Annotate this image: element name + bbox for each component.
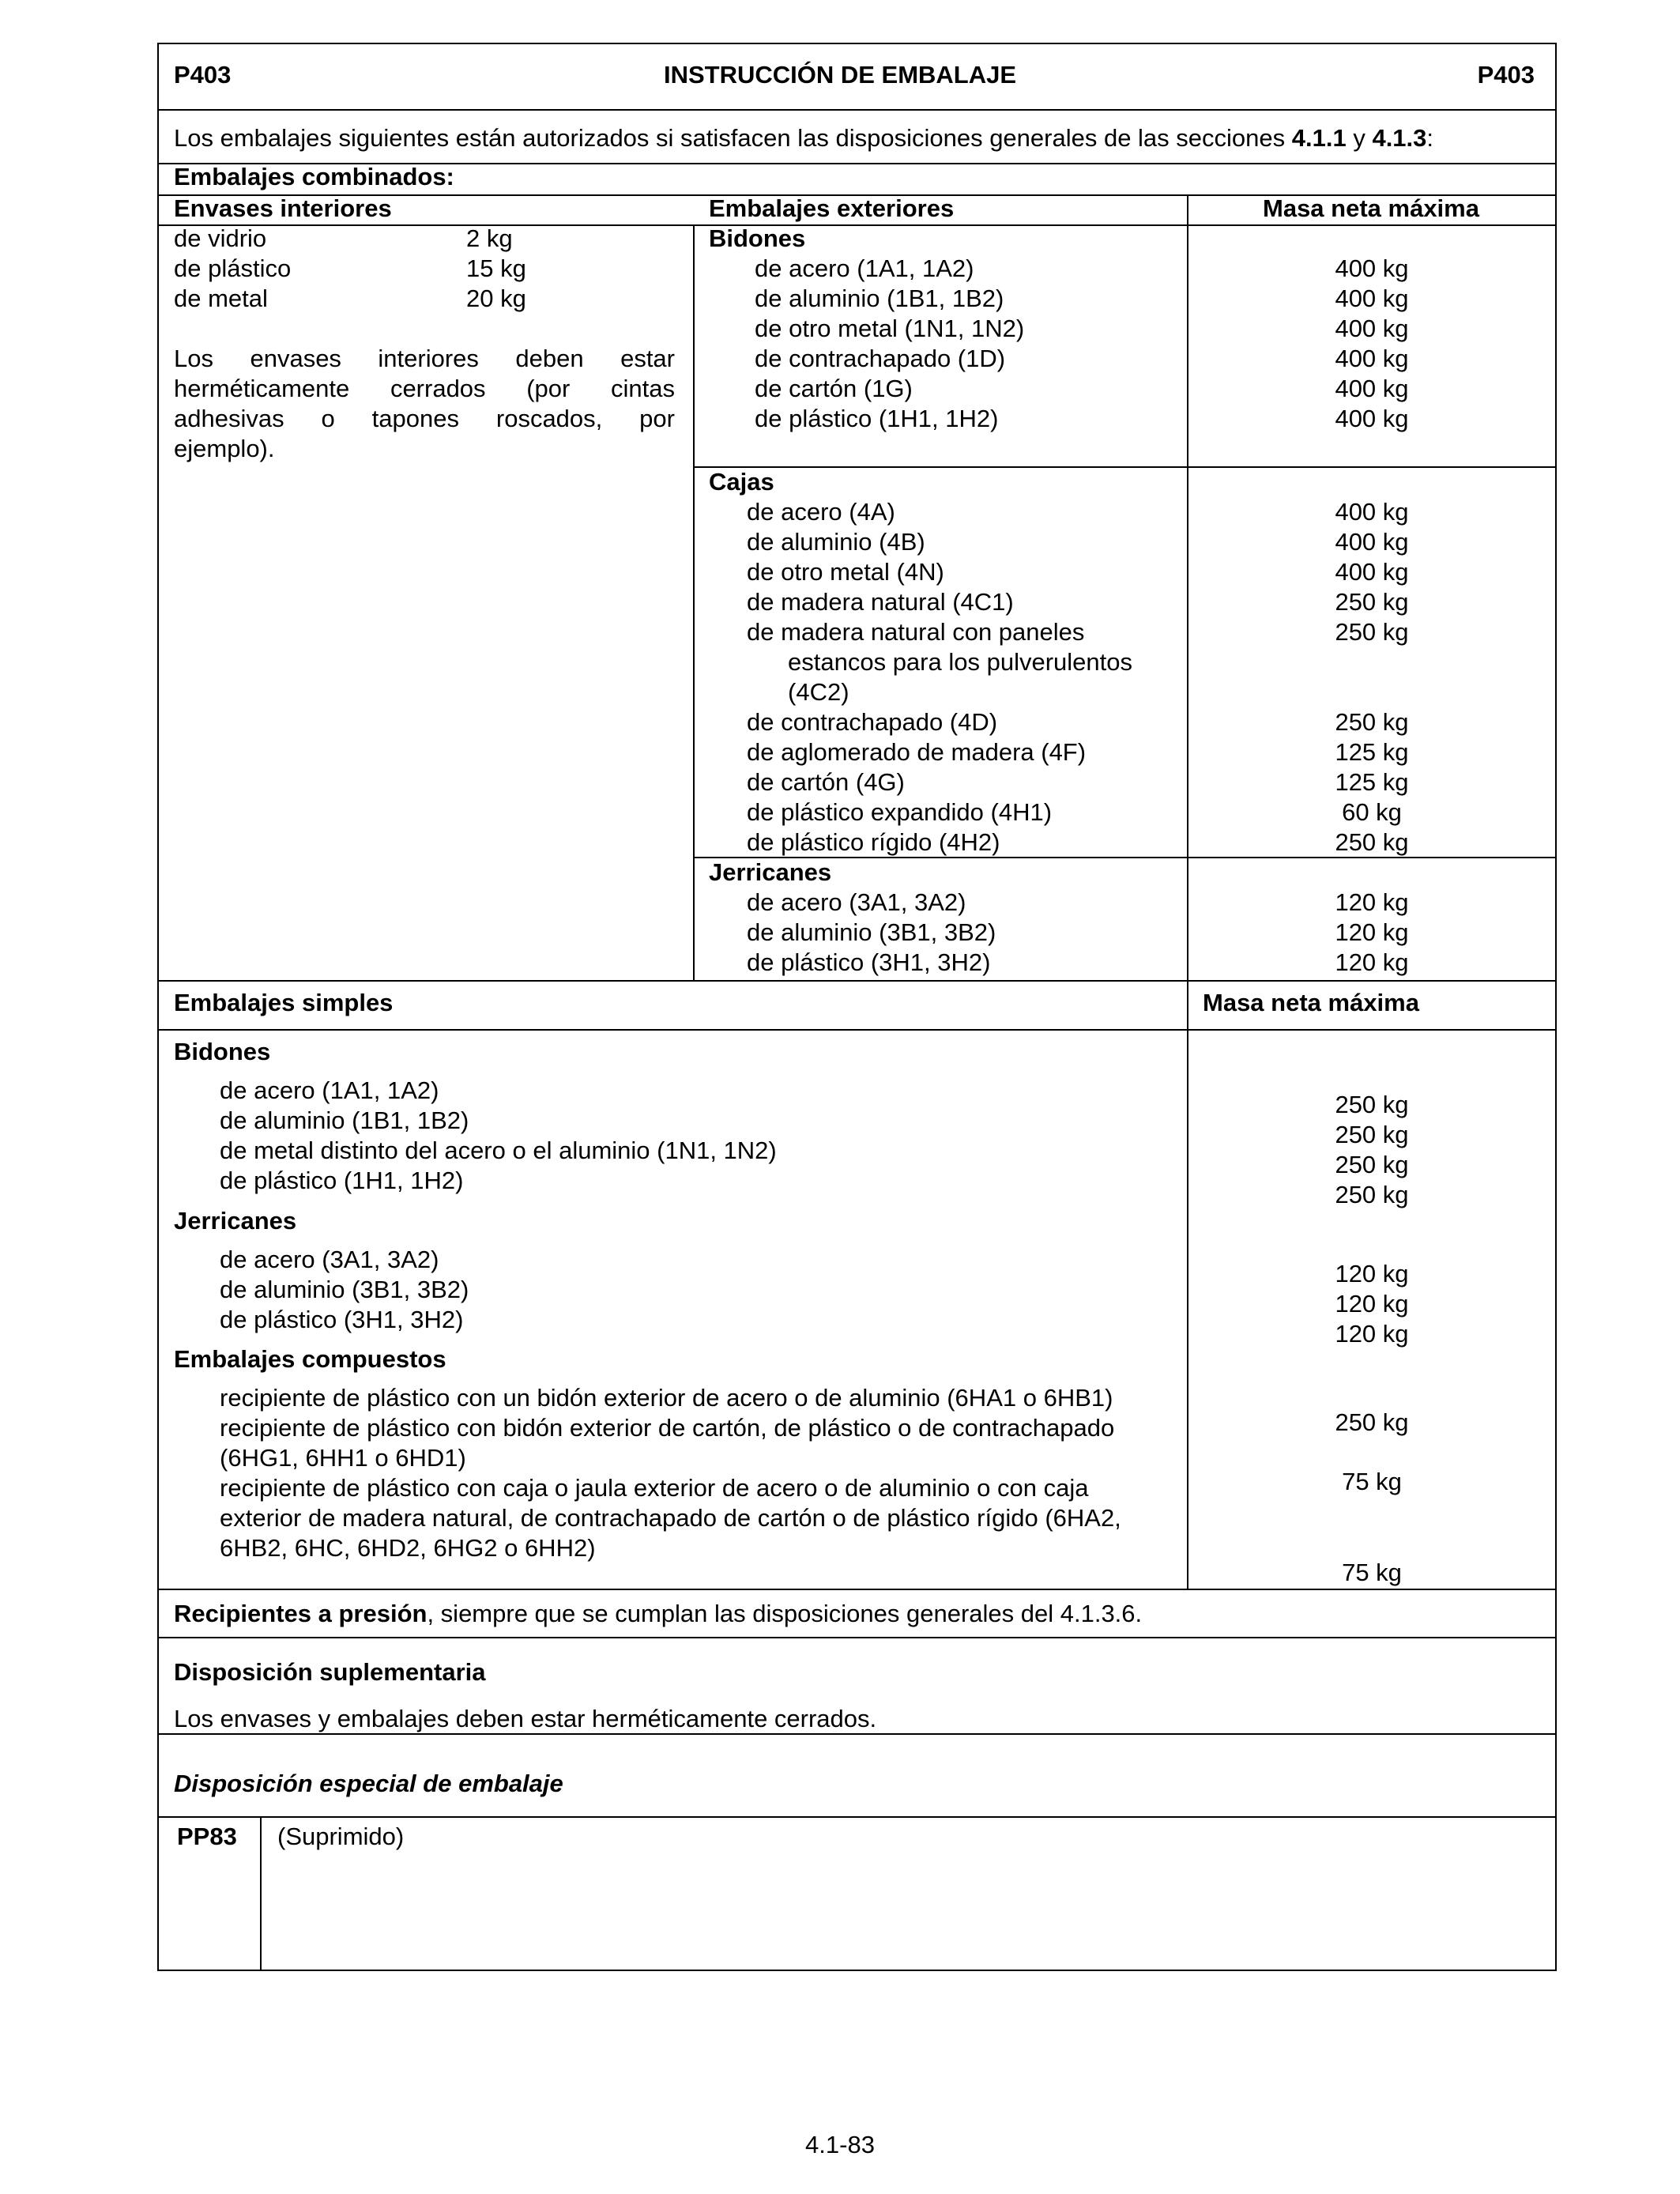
special-provision-title: Disposición especial de embalaje [174,1770,563,1797]
divider [159,1589,1555,1590]
divider [159,1029,1555,1031]
simple-item: de plástico (3H1, 3H2) [220,1306,464,1333]
outer-item: de acero (3A1, 3A2) [747,888,966,916]
outer-item: de plástico expandido (4H1) [747,798,1053,826]
divider [159,1637,1555,1638]
intro-text: Los embalajes siguientes están autorizados si satisfacen las disposiciones generales de las secciones 4.1.1 y 4.1.3: [174,124,1434,152]
simple-compuesto-mass: 250 kg [1335,1408,1409,1436]
simple-item: 6HB2, 6HC, 6HD2, 6HG2 o 6HH2) [220,1534,596,1562]
special-provision-text: (Suprimido) [277,1823,405,1850]
inner-mass: 15 kg [466,254,526,282]
page-number: 4.1-83 [805,2131,875,2158]
outer-column-header: Embalajes exteriores [709,194,955,222]
outer-item: de aluminio (4B) [747,528,925,556]
outer-item: de contrachapado (1D) [755,345,1006,372]
instruction-code-left: P403 [174,61,232,89]
simple-group-title: Bidones [174,1038,271,1065]
divider [159,109,1555,111]
outer-item: de contrachapado (4D) [747,708,998,736]
simple-group-title: Embalajes compuestos [174,1345,446,1373]
outer-item: de otro metal (1N1, 1N2) [755,315,1025,342]
simple-item: de acero (3A1, 3A2) [220,1246,439,1273]
outer-jerricanes-list [747,888,996,978]
pressure-receptacles-text: Recipientes a presión, siempre que se cumplan las disposiciones generales del 4.1.3.6. [174,1600,1143,1627]
simple-jerricanes-list [220,1245,469,1335]
simple-item: de plástico (1H1, 1H2) [220,1167,464,1194]
inner-material: de metal [174,285,268,312]
outer-bidones-list [755,254,1024,434]
simple-jerricanes-mass: 120 kg 120 kg 120 kg [1335,1260,1409,1348]
simple-item: exterior de madera natural, de contrachapado de cartón o de plástico rígido (6HA2, [220,1504,1121,1532]
outer-item: de cartón (1G) [755,375,913,402]
outer-item: de acero (1A1, 1A2) [755,254,974,282]
outer-group-title: Cajas [709,468,774,496]
outer-jerricanes-mass: 120 kg 120 kg 120 kg [1335,888,1409,976]
inner-mass: 2 kg [466,224,513,252]
simple-bidones-mass: 250 kg 250 kg 250 kg 250 kg [1335,1091,1409,1208]
outer-item: de aluminio (1B1, 1B2) [755,285,1004,312]
simple-item: recipiente de plástico con un bidón exterior de acero o de aluminio (6HA1 o 6HB1) [220,1384,1113,1412]
supplementary-title: Disposición suplementaria [174,1658,486,1686]
outer-group-title: Jerricanes [709,858,832,886]
inner-material: de vidrio [174,224,267,252]
simple-item: (6HG1, 6HH1 o 6HD1) [220,1444,466,1472]
simple-compuesto-mass: 75 kg [1342,1559,1402,1586]
column-divider [1187,194,1188,1589]
simple-bidones-list [220,1076,777,1196]
simple-heading: Embalajes simples [174,989,394,1016]
outer-item: de cartón (4G) [747,768,905,796]
simple-group-title: Jerricanes [174,1207,297,1235]
outer-cajas-list [747,497,1132,858]
divider [693,466,1555,468]
supplementary-text: Los envases y embalajes deben estar herméticamente cerrados. [174,1705,877,1732]
outer-item: de madera natural con paneles [747,618,1085,646]
outer-item: de aglomerado de madera (4F) [747,738,1087,766]
outer-item: de aluminio (3B1, 3B2) [747,918,996,946]
simple-compuesto-mass: 75 kg [1342,1468,1402,1495]
inner-column-header: Envases interiores [174,194,392,222]
simple-item: de acero (1A1, 1A2) [220,1076,439,1104]
simple-item: recipiente de plástico con bidón exterior de cartón, de plástico o de contrachapado [220,1414,1115,1442]
outer-item: (4C2) [788,678,849,706]
outer-item: estancos para los pulverulentos [788,648,1132,676]
simple-item: recipiente de plástico con caja o jaula exterior de acero o de aluminio o con caja [220,1474,1089,1502]
column-divider [260,1816,262,1971]
outer-bidones-mass: 400 kg 400 kg 400 kg 400 kg 400 kg 400 kg [1335,254,1409,432]
inner-material: de plástico [174,254,292,282]
outer-item: de acero (4A) [747,498,895,526]
mass-column-header: Masa neta máxima [1263,194,1479,222]
outer-group-title: Bidones [709,224,806,252]
column-divider [693,224,695,980]
outer-item: de otro metal (4N) [747,558,944,586]
outer-item: de plástico rígido (4H2) [747,828,1000,856]
simple-item: de aluminio (3B1, 3B2) [220,1276,469,1303]
simple-compuestos-list [220,1383,1121,1563]
instruction-code-right: P403 [1477,61,1535,89]
outer-cajas-mass: 400 kg 400 kg 400 kg 250 kg 250 kg 250 kg 125 kg 125 kg 60 kg 250 kg [1335,498,1409,856]
divider [159,980,1555,982]
simple-mass-header: Masa neta máxima [1203,989,1419,1016]
combined-heading: Embalajes combinados: [174,163,454,190]
outer-item: de plástico (3H1, 3H2) [747,948,991,976]
inner-note: Los envases interiores deben estar herméticamente cerrados (por cintas adhesivas o tapones roscados, por ejemplo). [174,345,675,462]
outer-item: de plástico (1H1, 1H2) [755,405,999,432]
outer-item: de madera natural (4C1) [747,588,1014,616]
special-provision-code: PP83 [177,1823,237,1850]
divider [159,1816,1555,1818]
page-title: INSTRUCCIÓN DE EMBALAJE [663,61,1017,89]
inner-mass: 20 kg [466,285,526,312]
divider [159,224,1555,226]
simple-item: de metal distinto del acero o el aluminio (1N1, 1N2) [220,1137,777,1164]
simple-item: de aluminio (1B1, 1B2) [220,1106,469,1134]
